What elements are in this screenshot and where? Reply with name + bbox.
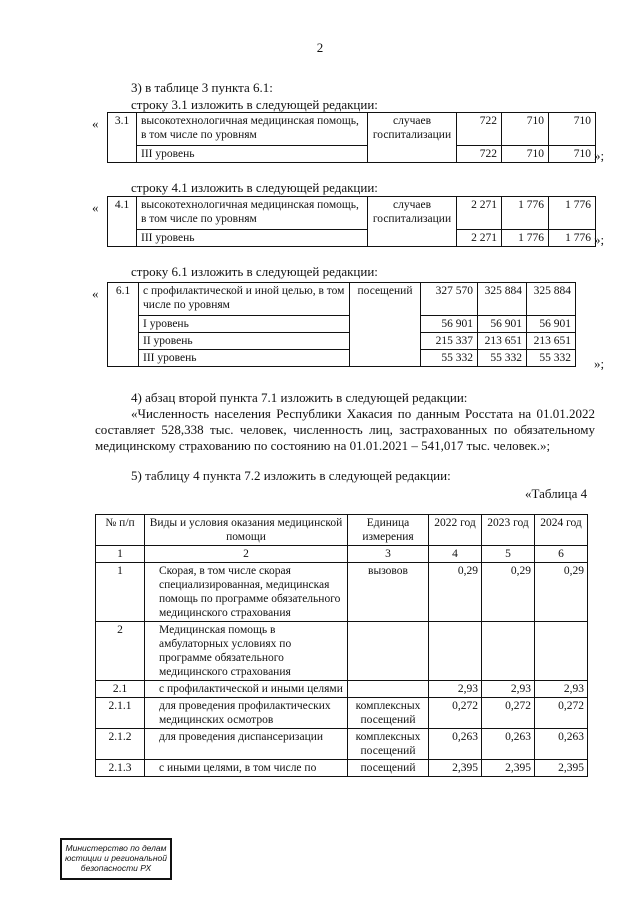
row-desc: с иными целями, в том числе по	[145, 760, 348, 777]
row31-num: 3.1	[108, 113, 137, 163]
row61-sub-label: II уровень	[139, 333, 350, 350]
item3-intro: 3) в таблице 3 пункта 6.1:	[131, 80, 273, 95]
row-2024: 2,93	[535, 681, 588, 698]
row61-sub-value: 55 332	[478, 350, 527, 367]
row-2023: 0,272	[482, 698, 535, 729]
row41-2024: 1 776	[549, 197, 596, 230]
row61-2023: 325 884	[478, 283, 527, 316]
row-2023	[482, 622, 535, 681]
col-number: 5	[482, 546, 535, 563]
row61-sub-label: I уровень	[139, 316, 350, 333]
row-unit	[348, 681, 429, 698]
row-desc: Скорая, в том числе скорая специализированная, медицинская помощь по программе обязательного медицинского страхования	[145, 563, 348, 622]
row61-2024: 325 884	[527, 283, 576, 316]
row61-2022: 327 570	[421, 283, 478, 316]
col-header-num: № п/п	[96, 515, 145, 546]
table4-caption: «Таблица 4	[525, 486, 588, 501]
table-row	[108, 350, 576, 367]
row31-table	[107, 112, 596, 163]
row41-desc: высокотехнологичная медицинская помощь, в том числе по уровням	[137, 197, 368, 230]
col-header-kind: Виды и условия оказания медицинской помощи	[145, 515, 348, 546]
row61-unit: посещений	[350, 283, 421, 367]
row-unit: комплексных посещений	[348, 698, 429, 729]
row41-sub-2023: 1 776	[502, 230, 549, 247]
row61-sub-value: 55 332	[527, 350, 576, 367]
table4	[95, 514, 588, 777]
row41-open-quote: «	[92, 200, 99, 215]
table-header-row	[96, 515, 588, 546]
col-number: 4	[429, 546, 482, 563]
item5-intro: 5) таблицу 4 пункта 7.2 изложить в следующей редакции:	[131, 468, 451, 483]
row-unit	[348, 622, 429, 681]
row41-unit: случаев госпитализации	[368, 197, 457, 247]
row-2022: 0,263	[429, 729, 482, 760]
col-number: 3	[348, 546, 429, 563]
row31-sub-2024: 710	[549, 146, 596, 163]
row-desc: Медицинская помощь в амбулаторных условиях по программе обязательного медицинского страхования	[145, 622, 348, 681]
row-2023: 2,93	[482, 681, 535, 698]
row-unit: посещений	[348, 760, 429, 777]
table-row	[108, 146, 596, 163]
row41-sub-2024: 1 776	[549, 230, 596, 247]
row-2022: 0,29	[429, 563, 482, 622]
row61-intro: строку 6.1 изложить в следующей редакции:	[131, 264, 378, 279]
page-number: 2	[316, 40, 324, 55]
col-number: 6	[535, 546, 588, 563]
table-row	[96, 760, 588, 777]
col-header-2022: 2022 год	[429, 515, 482, 546]
col-header-2024: 2024 год	[535, 515, 588, 546]
table-row	[96, 729, 588, 760]
row41-sub-label: III уровень	[137, 230, 368, 247]
row61-sub-value: 56 901	[478, 316, 527, 333]
row-unit: вызовов	[348, 563, 429, 622]
table-row	[108, 283, 576, 316]
table-row	[96, 681, 588, 698]
row-2024: 0,29	[535, 563, 588, 622]
row31-sub-2022: 722	[457, 146, 502, 163]
row31-2023: 710	[502, 113, 549, 146]
table-row	[108, 333, 576, 350]
row41-intro: строку 4.1 изложить в следующей редакции:	[131, 180, 378, 195]
table-row	[96, 563, 588, 622]
row-num: 2.1.3	[96, 760, 145, 777]
row41-2022: 2 271	[457, 197, 502, 230]
row-desc: для проведения диспансеризации	[145, 729, 348, 760]
row31-2024: 710	[549, 113, 596, 146]
row61-sub-label: III уровень	[139, 350, 350, 367]
row-desc: для проведения профилактических медицинских осмотров	[145, 698, 348, 729]
row-2023: 0,263	[482, 729, 535, 760]
row-num: 1	[96, 563, 145, 622]
row31-close-quote: »;	[594, 148, 605, 163]
row61-desc: с профилактической и иной целью, в том числе по уровням	[139, 283, 350, 316]
row-2022	[429, 622, 482, 681]
item4-intro: 4) абзац второй пункта 7.1 изложить в следующей редакции:	[131, 390, 468, 405]
row31-sub-label: III уровень	[137, 146, 368, 163]
row-num: 2	[96, 622, 145, 681]
table-row	[96, 698, 588, 729]
row-2024: 0,263	[535, 729, 588, 760]
table-row	[108, 113, 596, 146]
row-2022: 0,272	[429, 698, 482, 729]
row-2024: 2,395	[535, 760, 588, 777]
row-2023: 0,29	[482, 563, 535, 622]
row31-sub-2023: 710	[502, 146, 549, 163]
row-2023: 2,395	[482, 760, 535, 777]
row61-open-quote: «	[92, 286, 99, 301]
row61-close-quote: »;	[594, 356, 605, 371]
row61-sub-value: 213 651	[527, 333, 576, 350]
row61-sub-value: 56 901	[527, 316, 576, 333]
row41-sub-2022: 2 271	[457, 230, 502, 247]
row31-2022: 722	[457, 113, 502, 146]
col-number: 1	[96, 546, 145, 563]
row31-open-quote: «	[92, 116, 99, 131]
row41-num: 4.1	[108, 197, 137, 247]
row41-table	[107, 196, 596, 247]
row-desc: с профилактической и иными целями	[145, 681, 348, 698]
table-row	[108, 197, 596, 230]
col-header-unit: Единица измерения	[348, 515, 429, 546]
row61-sub-value: 56 901	[421, 316, 478, 333]
row-2022: 2,395	[429, 760, 482, 777]
row61-sub-value: 215 337	[421, 333, 478, 350]
col-number: 2	[145, 546, 348, 563]
row61-sub-value: 213 651	[478, 333, 527, 350]
row-unit: комплексных посещений	[348, 729, 429, 760]
row41-2023: 1 776	[502, 197, 549, 230]
row41-close-quote: »;	[594, 232, 605, 247]
row61-sub-value: 55 332	[421, 350, 478, 367]
row31-desc: высокотехнологичная медицинская помощь, в том числе по уровням	[137, 113, 368, 146]
table-row	[108, 230, 596, 247]
row-num: 2.1.2	[96, 729, 145, 760]
table-colnum-row	[96, 546, 588, 563]
row-2024: 0,272	[535, 698, 588, 729]
row31-intro: строку 3.1 изложить в следующей редакции:	[131, 97, 378, 112]
row-num: 2.1.1	[96, 698, 145, 729]
table-row	[96, 622, 588, 681]
row-2024	[535, 622, 588, 681]
table-row	[108, 316, 576, 333]
col-header-2023: 2023 год	[482, 515, 535, 546]
row31-unit: случаев госпитализации	[368, 113, 457, 163]
item4-text: «Численность населения Республики Хакасия по данным Росстата на 01.01.2022 составляет 528,338 тыс. человек, численность лиц, застрахованных по обязательному медицинскому страхованию по состоянию на 01.01.2021 – 541,017 тыс. человек.»;	[95, 406, 595, 453]
row-num: 2.1	[96, 681, 145, 698]
row-2022: 2,93	[429, 681, 482, 698]
row61-num: 6.1	[108, 283, 139, 367]
row61-table	[107, 282, 576, 367]
ministry-stamp: Министерство по делам юстиции и региональной безопасности РХ	[60, 838, 172, 880]
